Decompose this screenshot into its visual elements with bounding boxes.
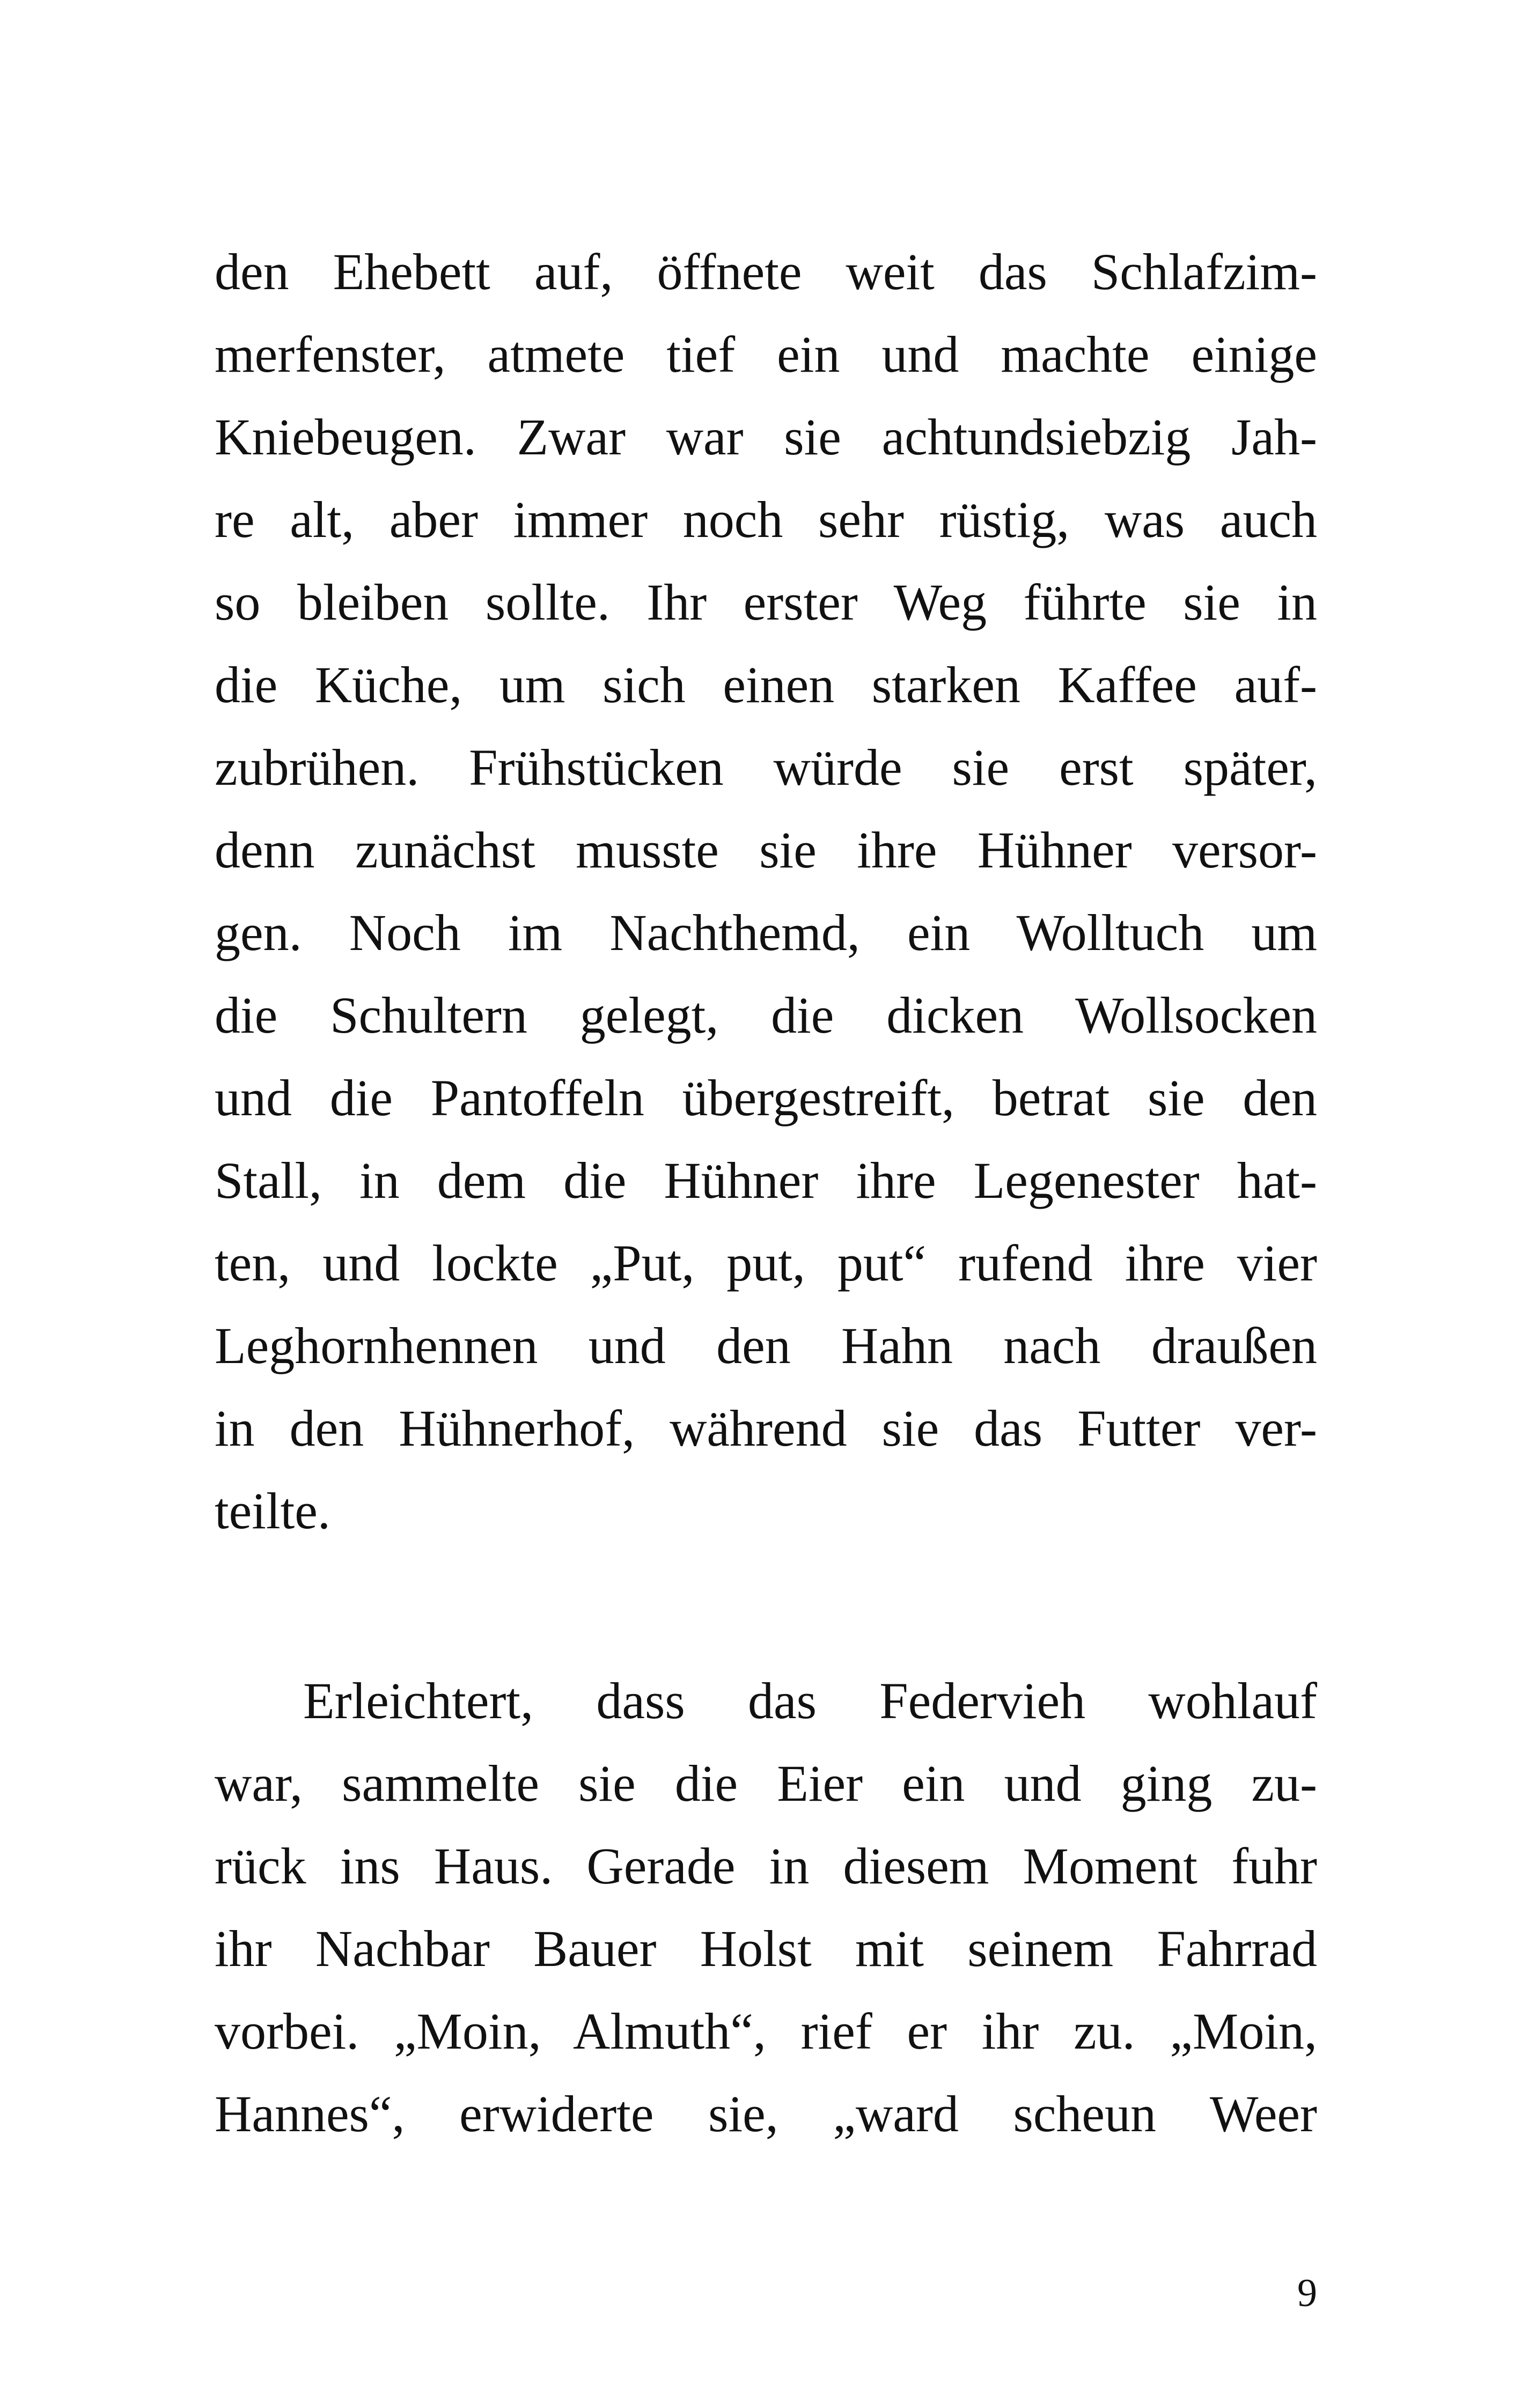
- text-line: Stall, in dem die Hühner ihre Legenester hat-: [215, 1152, 1317, 1209]
- text-line: Leghornhennen und den Hahn nach draußen: [215, 1317, 1317, 1374]
- text-line: ihr Nachbar Bauer Holst mit seinem Fahrrad: [215, 1920, 1317, 1977]
- text-line: Hannes“, erwiderte sie, „ward scheun Weer: [215, 2085, 1317, 2142]
- page-number: 9: [1297, 2271, 1317, 2315]
- text-line: zubrühen. Frühstücken würde sie erst später,: [215, 739, 1317, 796]
- text-line: Kniebeugen. Zwar war sie achtundsiebzig Jah-: [215, 408, 1317, 466]
- paragraph-2: [215, 1660, 1317, 2155]
- text-line: vorbei. „Moin, Almuth“, rief er ihr zu. „Moin,: [215, 2002, 1317, 2060]
- text-line: rück ins Haus. Gerade in diesem Moment fuhr: [215, 1837, 1317, 1895]
- paragraph-1: [215, 231, 1317, 1552]
- text-line: teilte.: [215, 1482, 330, 1540]
- text-line: die Küche, um sich einen starken Kaffee auf-: [215, 656, 1317, 713]
- paragraph-spacer: [215, 1552, 1317, 1660]
- text-line: Erleichtert, dass das Federvieh wohlauf: [303, 1672, 1317, 1729]
- text-line: in den Hühnerhof, während sie das Futter ver-: [215, 1400, 1317, 1457]
- text-line: und die Pantoffeln übergestreift, betrat sie den: [215, 1069, 1317, 1126]
- body-text: [215, 231, 1317, 2155]
- text-line: den Ehebett auf, öffnete weit das Schlafzim-: [215, 243, 1317, 300]
- text-line: denn zunächst musste sie ihre Hühner versor-: [215, 821, 1317, 879]
- text-line: ten, und lockte „Put, put, put“ rufend ihre vier: [215, 1234, 1317, 1292]
- text-line: merfenster, atmete tief ein und machte einige: [215, 326, 1317, 383]
- text-line: war, sammelte sie die Eier ein und ging zu-: [215, 1755, 1317, 1812]
- text-line: die Schultern gelegt, die dicken Wollsocken: [215, 986, 1317, 1044]
- text-line: so bleiben sollte. Ihr erster Weg führte sie in: [215, 573, 1317, 631]
- text-line: gen. Noch im Nachthemd, ein Wolltuch um: [215, 904, 1317, 961]
- text-line: re alt, aber immer noch sehr rüstig, was auch: [215, 491, 1317, 548]
